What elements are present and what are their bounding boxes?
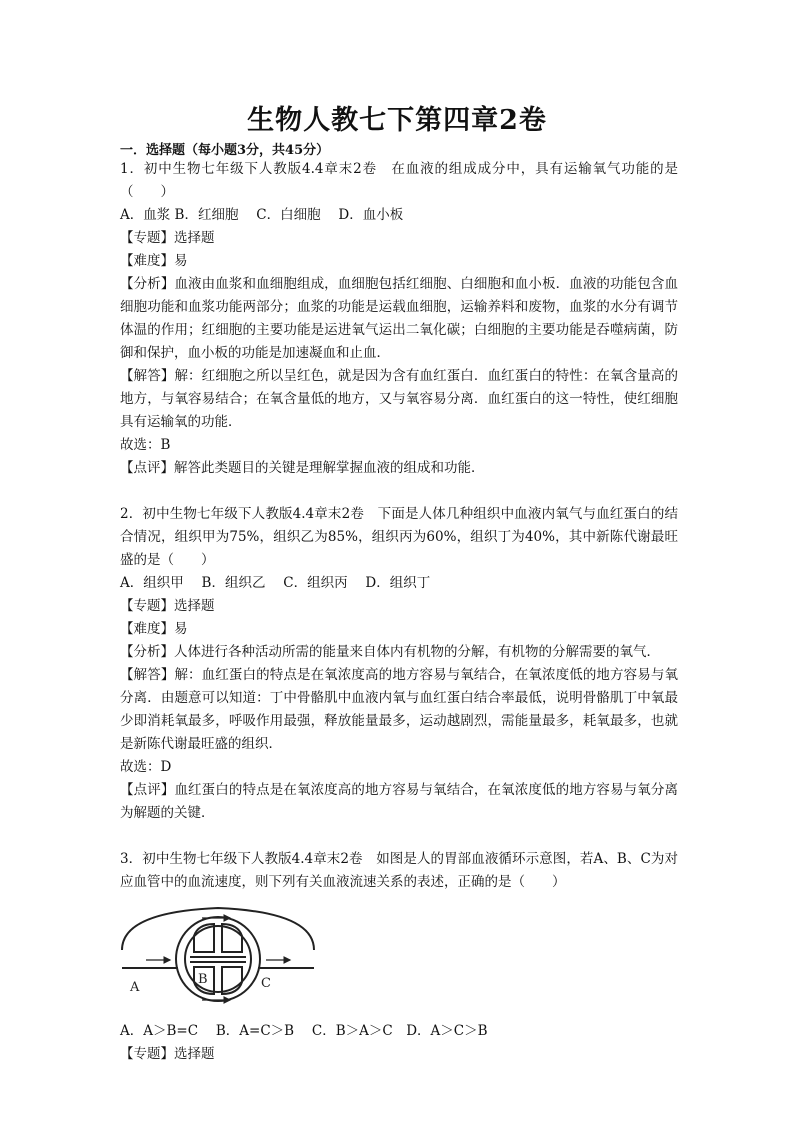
- question-2-options: A．组织甲 B．组织乙 C．组织丙 D．组织丁: [120, 575, 431, 591]
- label-c: C: [261, 976, 271, 991]
- question-1-stem: 1．初中生物七年级下人教版4.4章末2卷 在血液的组成成分中，具有运输氧气功能的是（ ）: [120, 161, 678, 200]
- question-2-choice: 故选：D: [120, 759, 172, 775]
- spacer: [120, 825, 678, 848]
- question-1-answer: 【解答】解：红细胞之所以呈红色，就是因为含有血红蛋白．血红蛋白的特性：在氧含量高的地方，与氧容易结合；在氧含量低的地方，又与氧容易分离．血红蛋白的这一特性，使红细胞具有运输氧的功能．: [120, 368, 678, 430]
- question-2-answer: 【解答】解：血红蛋白的特点是在氧浓度高的地方容易与氧结合，在氧浓度低的地方容易与氧分离．由题意可以知道：丁中骨骼肌中血液内氧与血红蛋白结合率最低，说明骨骼肌丁中氧最少即消耗氧最多，呼吸作用最强，释放能量最多，运动越剧烈，需能量最多，耗氧最多，也就是新陈代谢最旺盛的组织．: [120, 667, 678, 752]
- question-1-choice: 故选：B: [120, 437, 171, 453]
- vessel-outline: [122, 908, 314, 1001]
- spacer: [120, 480, 678, 503]
- page-title: 生物人教七下第四章2卷: [247, 105, 547, 136]
- question-1-options: A．血浆 B．红细胞 C．白细胞 D．血小板: [120, 207, 404, 223]
- question-2-stem: 2．初中生物七年级下人教版4.4章末2卷 下面是人体几种组织中血液内氧气与血红蛋白的结合情况，组织甲为75%，组织乙为85%，组织丙为60%，组织丁为40%，其中新陈代谢最旺盛的是（ ）: [120, 506, 678, 568]
- stomach-circulation-diagram: [118, 900, 318, 1010]
- question-1-analysis: 【分析】血液由血浆和血细胞组成，血细胞包括红细胞、白细胞和血小板．血液的功能包含血细胞功能和血浆功能两部分；血浆的功能是运载血细胞，运输养料和废物，血浆的水分有调节体温的作用；红细胞的主要功能是运进氧气运出二氧化碳；白细胞的主要功能是吞噬病菌，防御和保护，血小板的功能是加速凝血和止血．: [120, 276, 678, 361]
- question-3-topic: 【专题】选择题: [120, 1046, 215, 1062]
- question-3-stem: 3．初中生物七年级下人教版4.4章末2卷 如图是人的胃部血液循环示意图，若A、B、C为对应血管中的血流速度，则下列有关血液流速关系的表述，正确的是（ ）: [120, 851, 678, 890]
- question-2-analysis: 【分析】人体进行各种活动所需的能量来自体内有机物的分解，有机物的分解需要的氧气．: [120, 644, 660, 660]
- question-list: [120, 158, 678, 1066]
- question-1-difficulty: 【难度】易: [120, 253, 188, 269]
- question-1-topic: 【专题】选择题: [120, 230, 215, 246]
- label-a: A: [130, 980, 140, 995]
- label-b: B: [198, 972, 208, 987]
- question-2-comment: 【点评】血红蛋白的特点是在氧浓度高的地方容易与氧结合，在氧浓度低的地方容易与氧分离为解题的关键．: [120, 782, 678, 821]
- question-1-comment: 【点评】解答此类题目的关键是理解掌握血液的组成和功能．: [120, 460, 485, 476]
- question-2-difficulty: 【难度】易: [120, 621, 188, 637]
- section-heading: 一．选择题（每小题3分，共45分）: [120, 143, 330, 158]
- question-3-options: A．A＞B=C B．A=C＞B C．B＞A＞C D．A＞C＞B: [120, 1023, 488, 1039]
- question-2-topic: 【专题】选择题: [120, 598, 215, 614]
